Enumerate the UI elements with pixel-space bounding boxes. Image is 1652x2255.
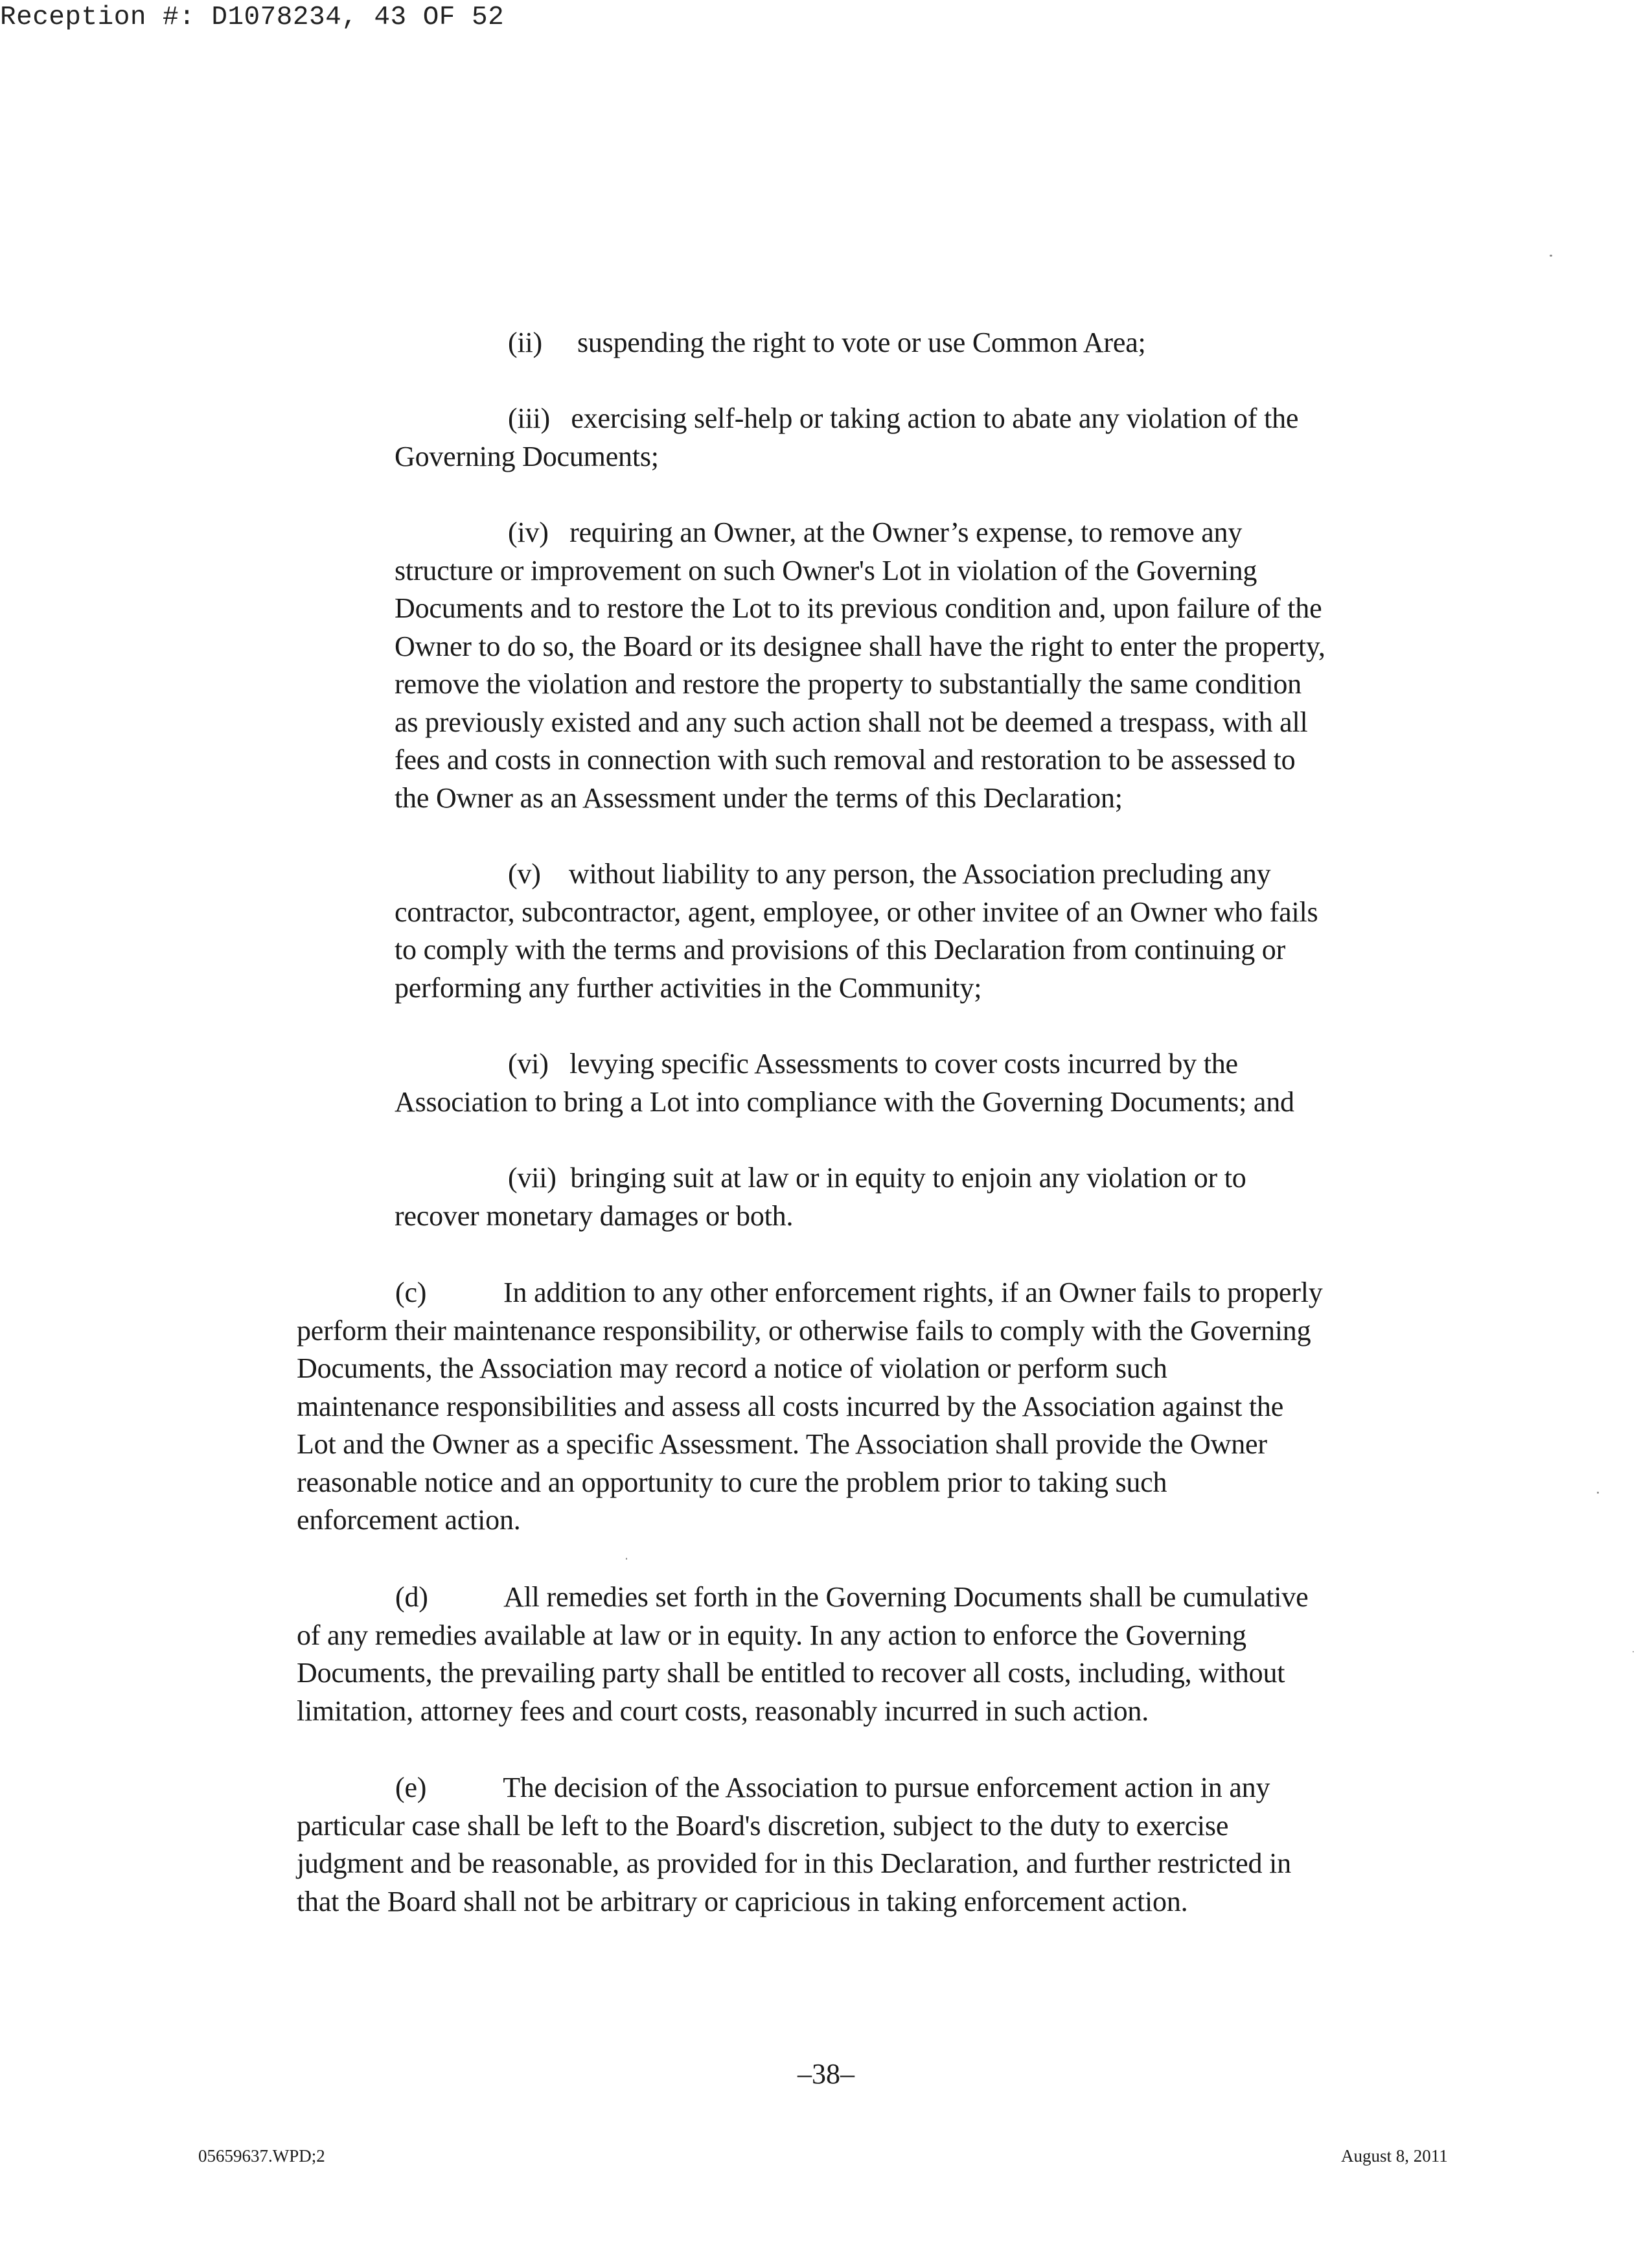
reception-header: Reception #: D1078234, 43 OF 52 [0, 3, 505, 32]
clause-c-line-2: perform their maintenance responsibility, or otherwise fails to comply with the Governing [297, 1314, 1311, 1347]
clause-iv-line-8: the Owner as an Assessment under the terms of this Declaration; [395, 781, 1123, 814]
clause-e-line-4: that the Board shall not be arbitrary or capricious in taking enforcement action. [297, 1885, 1188, 1917]
clause-iii-line-2: Governing Documents; [395, 440, 659, 472]
clause-vii [395, 1159, 1246, 1235]
clause-d-line-4: limitation, attorney fees and court costs, reasonably incurred in such action. [297, 1694, 1149, 1727]
document-id: 05659637.WPD;2 [198, 2146, 325, 2166]
clause-ii [395, 324, 1146, 362]
clause-c-line-1: (c) In addition to any other enforcement rights, if an Owner fails to properly [395, 1277, 1323, 1308]
clause-iv-line-5: remove the violation and restore the property to substantially the same condition [395, 668, 1302, 700]
clause-vii-line-1: (vii) bringing suit at law or in equity to enjoin any violation or to [508, 1162, 1246, 1194]
document-date: August 8, 2011 [1341, 2146, 1448, 2166]
clause-iv-line-6: as previously existed and any such action shall not be deemed a trespass, with all [395, 706, 1308, 738]
clause-vi-line-1: (vi) levying specific Assessments to cover costs incurred by the [508, 1048, 1238, 1080]
clause-iv-line-1: (iv) requiring an Owner, at the Owner’s expense, to remove any [508, 516, 1243, 548]
clause-d-line-2: of any remedies available at law or in equity. In any action to enforce the Governing [297, 1619, 1246, 1651]
clause-v-line-1: (v) without liability to any person, the Association precluding any [508, 858, 1271, 890]
clause-iv [395, 514, 1325, 817]
clause-v [395, 855, 1318, 1007]
scan-speck [626, 1558, 627, 1560]
clause-d [297, 1578, 1308, 1730]
scan-speck [1633, 1651, 1634, 1652]
page-number: –38– [797, 2058, 855, 2090]
clause-c-line-3: Documents, the Association may record a notice of violation or perform such [297, 1352, 1167, 1384]
clause-v-line-3: to comply with the terms and provisions of this Declaration from continuing or [395, 934, 1286, 966]
clause-e [297, 1769, 1291, 1921]
clause-c-line-6: reasonable notice and an opportunity to cure the problem prior to taking such [297, 1466, 1167, 1498]
clause-d-line-3: Documents, the prevailing party shall be entitled to recover all costs, including, without [297, 1657, 1285, 1689]
clause-c [297, 1274, 1323, 1540]
clause-e-line-1: (e) The decision of the Association to pursue enforcement action in any [395, 1772, 1270, 1803]
clause-e-line-2: particular case shall be left to the Board's discretion, subject to the duty to exercise [297, 1809, 1229, 1842]
clause-iv-line-3: Documents and to restore the Lot to its previous condition and, upon failure of the [395, 592, 1322, 624]
clause-v-line-4: performing any further activities in the Community; [395, 971, 982, 1004]
clause-vi [395, 1045, 1294, 1121]
clause-c-line-5: Lot and the Owner as a specific Assessment. The Association shall provide the Owner [297, 1428, 1267, 1460]
clause-c-line-7: enforcement action. [297, 1504, 521, 1536]
clause-iii-line-1: (iii) exercising self-help or taking action to abate any violation of the [508, 402, 1299, 434]
clause-iv-line-4: Owner to do so, the Board or its designee shall have the right to enter the property, [395, 630, 1325, 662]
clause-ii-line-1: (ii) suspending the right to vote or use Common Area; [508, 327, 1146, 358]
clause-d-line-1: (d) All remedies set forth in the Governing Documents shall be cumulative [395, 1581, 1309, 1613]
clause-iv-line-2: structure or improvement on such Owner's Lot in violation of the Governing [395, 554, 1257, 586]
clause-iv-line-7: fees and costs in connection with such removal and restoration to be assessed to [395, 744, 1296, 776]
clause-vii-line-2: recover monetary damages or both. [395, 1199, 794, 1232]
clause-e-line-3: judgment and be reasonable, as provided for in this Declaration, and further restricted in [297, 1847, 1291, 1879]
clause-vi-line-2: Association to bring a Lot into compliance with the Governing Documents; and [395, 1085, 1294, 1118]
clause-iii [395, 400, 1298, 476]
clause-c-line-4: maintenance responsibilities and assess all costs incurred by the Association against the [297, 1390, 1284, 1422]
scan-speck [1550, 255, 1552, 257]
clause-v-line-2: contractor, subcontractor, agent, employee, or other invitee of an Owner who fails [395, 896, 1318, 928]
scan-speck [1597, 1492, 1599, 1494]
